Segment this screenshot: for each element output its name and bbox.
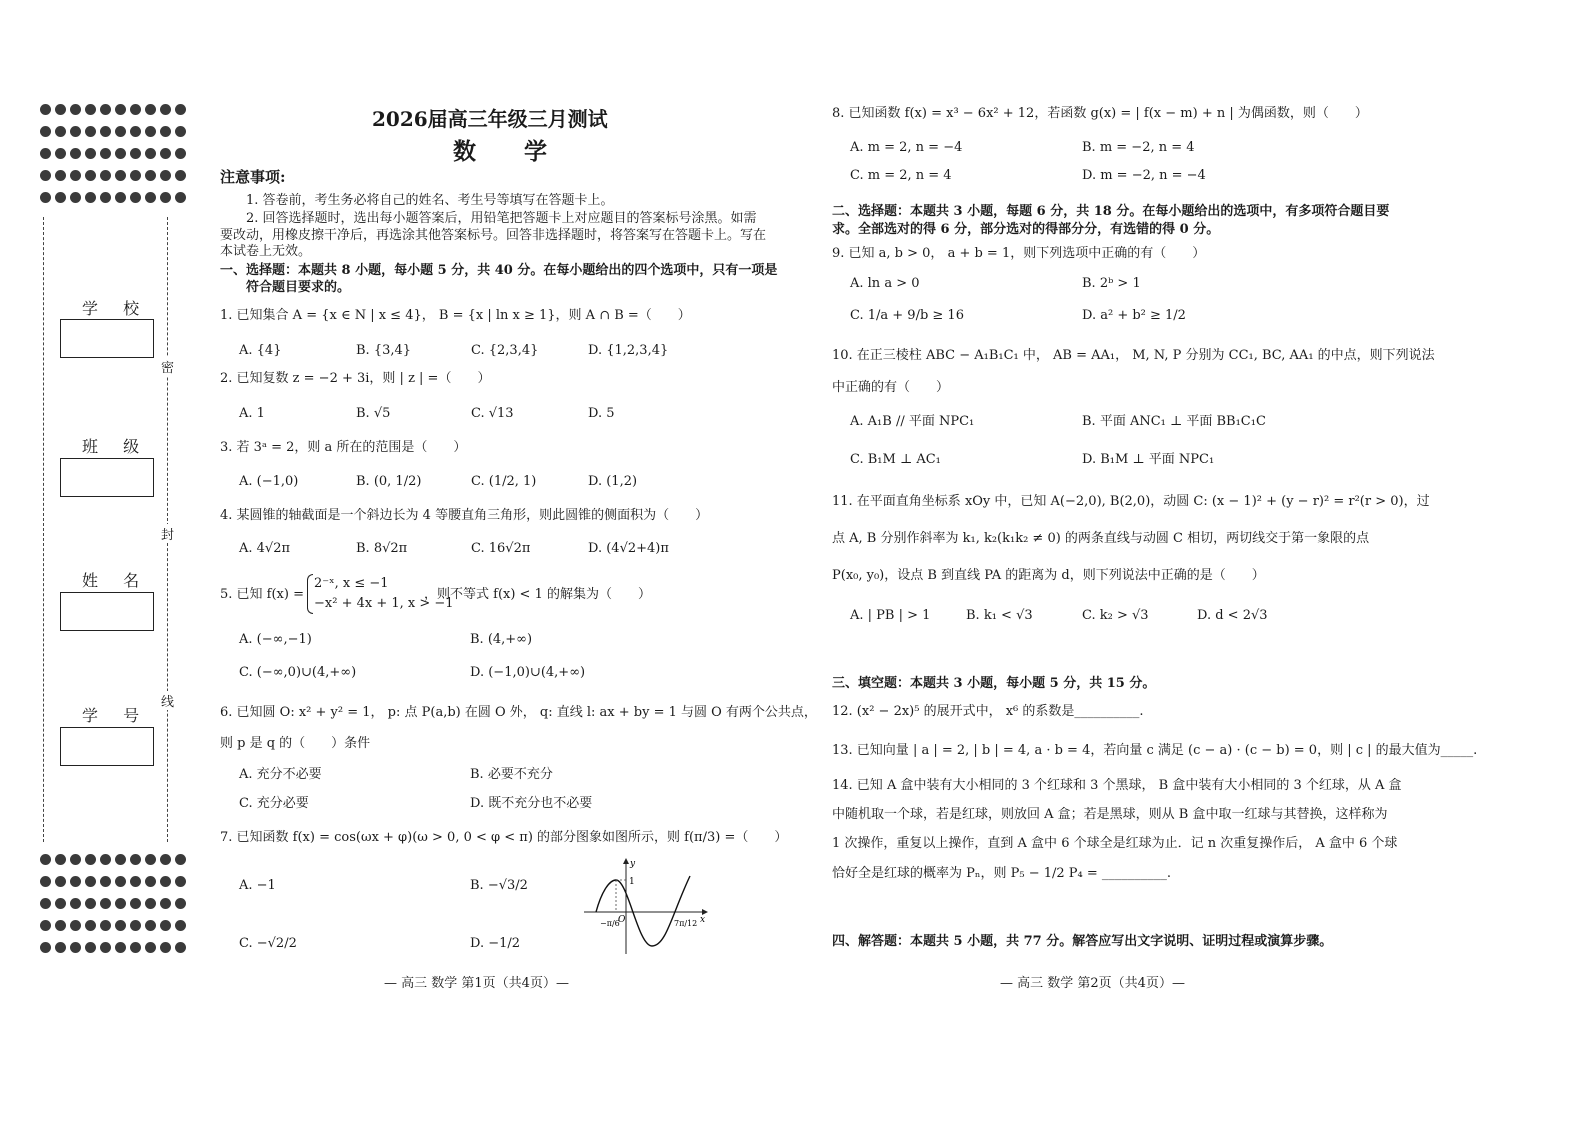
q1-option-a: A. {4} (239, 343, 282, 358)
binding-dot (100, 170, 111, 181)
school-field[interactable] (60, 319, 154, 358)
binding-dot (115, 170, 126, 181)
binding-dot (160, 876, 171, 887)
seal-char-xian: 线 (161, 691, 174, 710)
q3-option-c: C. (1/2, 1) (471, 474, 537, 489)
binding-dot (160, 148, 171, 159)
binding-dot (40, 854, 51, 865)
binding-dot (175, 920, 186, 931)
q11-option-a: A. | PB | > 1 (850, 608, 931, 623)
dot-row (40, 854, 186, 865)
q7-option-b: B. −√3/2 (470, 878, 528, 893)
q3-option-a: A. (−1,0) (239, 474, 299, 489)
graph-left-tick: −π/6 (600, 919, 620, 928)
page-1-footer: — 高三 数学 第1页（共4页）— (384, 976, 569, 991)
binding-dot (85, 148, 96, 159)
binding-dot (55, 898, 66, 909)
class-field[interactable] (60, 458, 154, 497)
binding-dot (85, 920, 96, 931)
binding-dot (145, 920, 156, 931)
q2-option-a: A. 1 (239, 406, 265, 421)
q1-option-d: D. {1,2,3,4} (588, 343, 669, 358)
question-6-stem-cont: 则 p 是 q 的（ ）条件 (220, 736, 371, 751)
dot-row (40, 148, 186, 159)
binding-dot (115, 126, 126, 137)
binding-dot (145, 126, 156, 137)
binding-dot (130, 170, 141, 181)
binding-dot (70, 170, 81, 181)
binding-dot (85, 854, 96, 865)
cosine-curve (596, 876, 690, 946)
binding-dot (40, 170, 51, 181)
question-8-stem: 8. 已知函数 f(x) = x³ − 6x² + 12，若函数 g(x) = | f(x − m) + n | 为偶函数，则（ ） (832, 106, 1368, 121)
graph-origin-label: O (618, 915, 626, 925)
q6-option-a: A. 充分不必要 (239, 767, 322, 782)
binding-dot (130, 854, 141, 865)
binding-dot (145, 898, 156, 909)
binding-dot (175, 876, 186, 887)
section1-heading: 一、选择题：本题共 8 小题，每小题 5 分，共 40 分。在每小题给出的四个选项中，只有一项是 (220, 263, 778, 278)
binding-dot (175, 126, 186, 137)
binding-dot (40, 898, 51, 909)
binding-dot (40, 104, 51, 115)
binding-dot (100, 126, 111, 137)
q10-option-c: C. B₁M ⊥ AC₁ (850, 452, 941, 467)
q3-option-d: D. (1,2) (588, 474, 638, 489)
binding-dot (85, 876, 96, 887)
dot-row (40, 104, 186, 115)
question-14-stem-cont3: 恰好全是红球的概率为 Pₙ，则 P₅ − 1/2 P₄ = __________. (832, 866, 1172, 881)
q9-option-a: A. ln a > 0 (850, 276, 920, 291)
graph-max-label: 1 (629, 877, 635, 887)
q8-option-b: B. m = −2, n = 4 (1082, 140, 1195, 155)
binding-dot (70, 898, 81, 909)
question-4-stem: 4. 某圆锥的轴截面是一个斜边长为 4 等腰直角三角形，则此圆锥的侧面积为（ ） (220, 508, 709, 523)
binding-dot (115, 876, 126, 887)
binding-dot (145, 104, 156, 115)
binding-dot (160, 170, 171, 181)
name-field[interactable] (60, 592, 154, 631)
dot-row (40, 192, 186, 203)
binding-dot (160, 942, 171, 953)
binding-dot (70, 192, 81, 203)
binding-dot (160, 898, 171, 909)
question-9-stem: 9. 已知 a, b > 0， a + b = 1，则下列选项中正确的有（ ） (832, 246, 1206, 261)
q3-option-b: B. (0, 1/2) (356, 474, 422, 489)
binding-dot (70, 126, 81, 137)
dot-row (40, 942, 186, 953)
binding-dot (55, 104, 66, 115)
binding-dot (130, 920, 141, 931)
binding-dot (100, 104, 111, 115)
question-1-stem: 1. 已知集合 A = {x ∈ N | x ≤ 4}， B = {x | ln x ≥ 1}，则 A ∩ B =（ ） (220, 308, 691, 323)
binding-dot (100, 854, 111, 865)
student-id-label: 学 号 (82, 706, 150, 725)
binding-dot (175, 898, 186, 909)
q1-option-c: C. {2,3,4} (471, 343, 539, 358)
notice-item: 要改动，用橡皮擦干净后，再选涂其他答案标号。回答非选择题时，将答案写在答题卡上。写在 (220, 228, 767, 243)
section2-heading: 二、选择题：本题共 3 小题，每题 6 分，共 18 分。在每小题给出的选项中，有多项符合题目要 (832, 204, 1390, 219)
binding-dot (70, 854, 81, 865)
binding-dot (145, 854, 156, 865)
binding-dot (40, 920, 51, 931)
question-10-stem: 10. 在正三棱柱 ABC − A₁B₁C₁ 中， AB = AA₁， M, N, P 分别为 CC₁, BC, AA₁ 的中点，则下列说法 (832, 348, 1435, 363)
binding-dot (85, 170, 96, 181)
binding-dot (100, 942, 111, 953)
binding-dot (70, 104, 81, 115)
dot-row (40, 170, 186, 181)
binding-dot (115, 942, 126, 953)
q4-option-b: B. 8√2π (356, 541, 408, 556)
question-5-suffix: ，则不等式 f(x) < 1 的解集为（ ） (424, 587, 651, 602)
name-label: 姓 名 (82, 571, 150, 590)
binding-dot (115, 854, 126, 865)
binding-dot (70, 876, 81, 887)
dot-row (40, 126, 186, 137)
binding-dot (55, 854, 66, 865)
binding-dot (115, 898, 126, 909)
q9-option-d: D. a² + b² ≥ 1/2 (1082, 308, 1186, 323)
q10-option-b: B. 平面 ANC₁ ⊥ 平面 BB₁C₁C (1082, 414, 1266, 429)
q2-option-d: D. 5 (588, 406, 615, 421)
binding-dot (160, 104, 171, 115)
question-6-stem: 6. 已知圆 O: x² + y² = 1， p: 点 P(a,b) 在圆 O 外， q: 直线 l: ax + by = 1 与圆 O 有两个公共点， (220, 705, 817, 720)
dot-row (40, 920, 186, 931)
binding-dot (115, 192, 126, 203)
q11-option-d: D. d < 2√3 (1197, 608, 1268, 623)
binding-dot (145, 876, 156, 887)
q5-option-a: A. (−∞,−1) (239, 632, 312, 647)
binding-dot (115, 920, 126, 931)
exam-subject: 数 学 (453, 138, 568, 165)
dot-row (40, 898, 186, 909)
binding-dot (55, 126, 66, 137)
page-2-footer: — 高三 数学 第2页（共4页）— (1000, 976, 1185, 991)
binding-dot (130, 192, 141, 203)
binding-dot (70, 920, 81, 931)
binding-dot (100, 148, 111, 159)
binding-dot (130, 898, 141, 909)
exam-title: 2026届高三年级三月测试 (372, 107, 608, 131)
school-label: 学 校 (82, 299, 150, 318)
question-14-stem: 14. 已知 A 盒中装有大小相同的 3 个红球和 3 个黑球， B 盒中装有大小相同的 3 个红球，从 A 盒 (832, 778, 1402, 793)
q1-option-b: B. {3,4} (356, 343, 412, 358)
binding-dot (55, 876, 66, 887)
binding-dot (85, 942, 96, 953)
question-13-stem: 13. 已知向量 | a | = 2, | b | = 4, a · b = 4，若向量 c 满足 (c − a) · (c − b) = 0，则 | c | 的最大值为_____. (832, 743, 1478, 758)
q6-option-d: D. 既不充分也不必要 (470, 796, 593, 811)
binding-dot (145, 170, 156, 181)
notice-item: 1. 答卷前，考生务必将自己的姓名、考生号等填写在答题卡上。 (246, 193, 614, 208)
binding-dot (40, 126, 51, 137)
question-12-stem: 12. (x² − 2x)⁵ 的展开式中， x⁶ 的系数是__________. (832, 704, 1144, 719)
binding-dot (130, 126, 141, 137)
binding-dot (160, 920, 171, 931)
binding-dot (55, 170, 66, 181)
binding-dot (115, 148, 126, 159)
q6-option-b: B. 必要不充分 (470, 767, 553, 782)
q7-option-c: C. −√2/2 (239, 936, 297, 951)
q6-option-c: C. 充分必要 (239, 796, 309, 811)
q10-option-d: D. B₁M ⊥ 平面 NPC₁ (1082, 452, 1215, 467)
binding-dot (55, 920, 66, 931)
graph-x-label: x (700, 915, 706, 925)
question-2-stem: 2. 已知复数 z = −2 + 3i，则 | z | =（ ） (220, 371, 491, 386)
q8-option-d: D. m = −2, n = −4 (1082, 168, 1206, 183)
question-11-stem-cont: 点 A, B 分别作斜率为 k₁, k₂(k₁k₂ ≠ 0) 的两条直线与动圆 C 相切，两切线交于第一象限的点 (832, 531, 1370, 546)
question-10-stem-cont: 中正确的有（ ） (832, 380, 950, 395)
q4-option-a: A. 4√2π (239, 541, 291, 556)
student-id-field[interactable] (60, 727, 154, 766)
binding-dot (85, 898, 96, 909)
binding-dot (40, 192, 51, 203)
binding-dot (40, 148, 51, 159)
q5-case-2: −x² + 4x + 1, x > −1 (314, 596, 454, 611)
question-3-stem: 3. 若 3ᵃ = 2，则 a 所在的范围是（ ） (220, 440, 467, 455)
piecewise-brace (307, 574, 313, 614)
binding-dot (145, 192, 156, 203)
binding-dot (175, 148, 186, 159)
binding-dot (130, 876, 141, 887)
binding-dot (55, 942, 66, 953)
q2-option-b: B. √5 (356, 406, 391, 421)
question-14-stem-cont: 中随机取一个球，若是红球，则放回 A 盒；若是黑球，则从 B 盒中取一红球与其替换，这样称为 (832, 807, 1388, 822)
graph-y-label: y (630, 859, 636, 869)
q5-option-c: C. (−∞,0)∪(4,+∞) (239, 665, 357, 680)
q7-option-d: D. −1/2 (470, 936, 521, 951)
notice-heading: 注意事项: (220, 168, 286, 186)
seal-char-mi: 密 (161, 357, 174, 376)
section3-heading: 三、填空题：本题共 3 小题，每小题 5 分，共 15 分。 (832, 676, 1156, 691)
q5-case-1: 2⁻ˣ, x ≤ −1 (314, 576, 389, 591)
dashed-line-left (43, 217, 44, 842)
binding-dot (100, 876, 111, 887)
question-7-stem: 7. 已知函数 f(x) = cos(ωx + φ)(ω > 0, 0 < φ < π) 的部分图象如图所示，则 f(π/3) =（ ） (220, 830, 788, 845)
binding-dot (70, 148, 81, 159)
question-11-stem-cont2: P(x₀, y₀)，设点 B 到直线 PA 的距离为 d，则下列说法中正确的是（ ） (832, 568, 1265, 583)
binding-dot (130, 104, 141, 115)
binding-dot (55, 148, 66, 159)
q5-option-b: B. (4,+∞) (470, 632, 533, 647)
binding-dot (70, 942, 81, 953)
binding-dot (160, 854, 171, 865)
q11-option-b: B. k₁ < √3 (966, 608, 1033, 623)
q2-option-c: C. √13 (471, 406, 514, 421)
section2-heading-cont: 求。全部选对的得 6 分，部分选对的得部分分，有选错的得 0 分。 (832, 222, 1220, 237)
section1-heading-cont: 符合题目要求的。 (246, 280, 351, 295)
q7-option-a: A. −1 (239, 878, 276, 893)
q7-graph (580, 856, 710, 956)
binding-dot (85, 104, 96, 115)
binding-dot (175, 942, 186, 953)
binding-dot (55, 192, 66, 203)
notice-item: 本试卷上无效。 (220, 244, 312, 259)
binding-dot (160, 192, 171, 203)
binding-dot (130, 148, 141, 159)
binding-dot (100, 898, 111, 909)
dot-row (40, 876, 186, 887)
q11-option-c: C. k₂ > √3 (1082, 608, 1149, 623)
question-5-prefix: 5. 已知 f(x) = (220, 587, 304, 602)
q5-option-d: D. (−1,0)∪(4,+∞) (470, 665, 586, 680)
binding-dot (100, 192, 111, 203)
q9-option-c: C. 1/a + 9/b ≥ 16 (850, 308, 964, 323)
seal-char-feng: 封 (161, 524, 174, 543)
binding-dot (145, 148, 156, 159)
binding-dot (175, 854, 186, 865)
y-axis-arrow (623, 858, 629, 864)
binding-dot (160, 126, 171, 137)
question-14-stem-cont2: 1 次操作，重复以上操作，直到 A 盒中 6 个球全是红球为止．记 n 次重复操作后， A 盒中 6 个球 (832, 836, 1398, 851)
q8-option-a: A. m = 2, n = −4 (850, 140, 963, 155)
binding-dot (40, 942, 51, 953)
notice-item: 2. 回答选择题时，选出每小题答案后，用铅笔把答题卡上对应题目的答案标号涂黑。如需 (246, 211, 757, 226)
binding-dot (40, 876, 51, 887)
binding-dot (175, 170, 186, 181)
binding-dot (145, 942, 156, 953)
binding-dot (175, 192, 186, 203)
question-11-stem: 11. 在平面直角坐标系 xOy 中，已知 A(−2,0), B(2,0)，动圆 C: (x − 1)² + (y − r)² = r²(r > 0)，过 (832, 494, 1430, 509)
q9-option-b: B. 2ᵇ > 1 (1082, 276, 1141, 291)
binding-dot (100, 920, 111, 931)
q10-option-a: A. A₁B // 平面 NPC₁ (850, 414, 975, 429)
binding-dot (175, 104, 186, 115)
q4-option-c: C. 16√2π (471, 541, 531, 556)
binding-dot (115, 104, 126, 115)
binding-dot (85, 192, 96, 203)
section4-heading: 四、解答题：本题共 5 小题，共 77 分。解答应写出文字说明、证明过程或演算步骤。 (832, 934, 1333, 949)
binding-dot (130, 942, 141, 953)
q4-option-d: D. (4√2+4)π (588, 541, 669, 556)
q8-option-c: C. m = 2, n = 4 (850, 168, 952, 183)
binding-dot (85, 126, 96, 137)
class-label: 班 级 (82, 437, 150, 456)
graph-right-tick: 7π/12 (674, 919, 698, 928)
